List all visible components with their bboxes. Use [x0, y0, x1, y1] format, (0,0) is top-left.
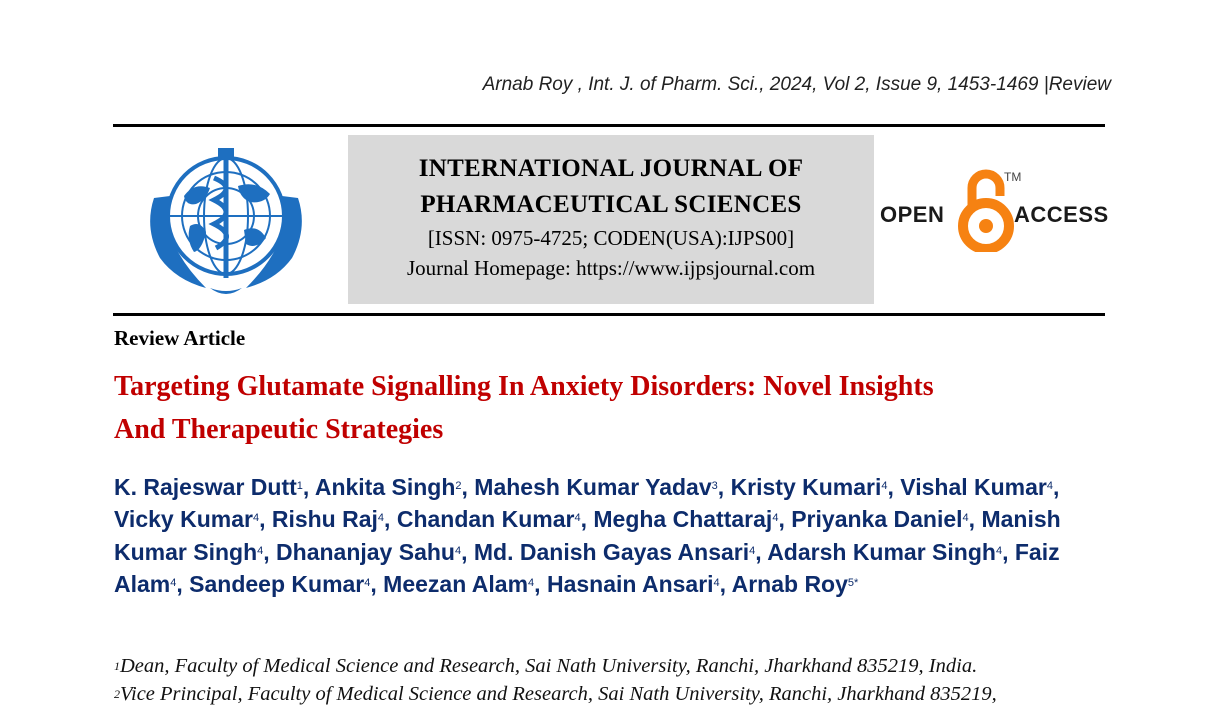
author-affiliation-mark: 4 — [528, 577, 535, 590]
author-affiliation-mark: 4 — [881, 480, 888, 492]
article-title-line1: Targeting Glutamate Signalling In Anxiety Disorders: Novel Insights — [114, 371, 934, 402]
author-name: Vishal Kumar — [900, 474, 1047, 500]
open-access-left-text: OPEN — [880, 202, 945, 227]
who-emblem-icon — [126, 138, 326, 304]
affiliation-line — [114, 680, 1114, 708]
article-title-line2: And Therapeutic Strategies — [114, 414, 444, 445]
author-name: Ankita Singh — [314, 474, 456, 500]
author-affiliation-mark: 4 — [772, 512, 779, 525]
author-name: Megha Chattaraj — [593, 506, 773, 533]
author-name: Vicky Kumar — [114, 506, 253, 533]
author-name: Sandeep Kumar — [189, 571, 365, 598]
author-affiliation-mark: 5* — [847, 577, 859, 590]
affiliation-line — [114, 652, 1114, 680]
author-name: Adarsh Kumar Singh — [767, 538, 996, 565]
trademark-mark: TM — [1004, 170, 1022, 184]
header-rule-bottom — [113, 313, 1105, 316]
author-name: Mahesh Kumar Yadav — [474, 474, 712, 500]
author-name: Rishu Raj — [271, 506, 378, 533]
article-type-label: Review Article — [114, 326, 246, 350]
author-affiliation-mark: 4 — [257, 544, 264, 557]
author-name: Hasnain Ansari — [546, 571, 714, 598]
author-name: Meezan Alam — [383, 571, 529, 598]
article-title — [114, 365, 1104, 451]
author-name: Dhananjay Sahu — [276, 538, 455, 565]
author-affiliation-mark: 4 — [1046, 480, 1054, 492]
author-affiliation-mark: 3 — [711, 480, 718, 492]
author-affiliation-mark: 4 — [749, 544, 756, 557]
author-name: Kristy Kumari — [730, 474, 882, 500]
journal-homepage: Journal Homepage: https://www.ijpsjournal.com — [406, 256, 816, 280]
author-name: Chandan Kumar — [396, 506, 575, 533]
author-list: K. Rajeswar Dutt$^1$, Ankita Singh$^2$, Mahesh Kumar Yadav$^3$, Kristy Kumari$^4$, Vishal Kumar$^4$, Vicky Kumar$^4$, Rishu Raj$^4$, Chandan Kumar$^4$, Megha Chattaraj$^4$, Priyanka Daniel$^4$, Manish Kumar Singh$^4$, Dhananjay Sahu$^4$, Md. Danish Gayas Ansari$^4$, Adarsh Kumar Singh$^4$, Faiz Alam$^4$, Sandeep Kumar$^4$, Meezan Alam$^4$, Hasnain Ansari$^4$, Arnab Roy$^{5*}$ — [114, 474, 1061, 598]
author-affiliation-mark: 4 — [252, 512, 260, 525]
affiliation-number: 2 — [114, 687, 120, 701]
running-head: Arnab Roy , Int. J. of Pharm. Sci., 2024, Vol 2, Issue 9, 1453-1469 |Review — [482, 74, 1111, 95]
author-affiliation-mark: 4 — [713, 577, 720, 590]
author-affiliation-mark: 4 — [995, 544, 1003, 557]
author-affiliation-mark: 4 — [962, 512, 969, 525]
journal-name-line2: PHARMACEUTICAL SCIENCES — [420, 191, 802, 218]
author-name: K. Rajeswar Dutt — [114, 474, 297, 500]
affiliation-number: 1 — [114, 659, 120, 673]
journal-issn: [ISSN: 0975-4725; CODEN(USA):IJPS00] — [427, 226, 795, 250]
author-affiliation-mark: 4 — [454, 544, 462, 557]
author-affiliation-mark: 4 — [574, 512, 581, 525]
author-name: Faiz Alam — [114, 538, 1060, 598]
author-affiliation-mark: 2 — [455, 480, 462, 492]
author-affiliation-mark: 4 — [364, 577, 371, 590]
journal-name-line1: INTERNATIONAL JOURNAL OF — [418, 155, 804, 182]
author-affiliation-mark: 4 — [377, 512, 385, 525]
author-name: Arnab Roy — [731, 571, 848, 598]
open-access-right-text: ACCESS — [1014, 202, 1109, 227]
author-name: Priyanka Daniel — [791, 506, 963, 533]
author-name: Manish Kumar Singh — [114, 506, 1061, 565]
journal-info-box — [348, 135, 874, 304]
author-name: Md. Danish Gayas Ansari — [473, 538, 750, 565]
affiliation-text: Vice Principal, Faculty of Medical Science and Research, Sai Nath University, Ranchi, Jharkhand 835219, — [120, 683, 997, 705]
author-affiliation-mark: 1 — [296, 480, 303, 492]
affiliation-list — [114, 652, 1114, 708]
open-access-logo — [880, 166, 1108, 252]
author-affiliation-mark: 4 — [170, 577, 177, 590]
affiliation-text: Dean, Faculty of Medical Science and Research, Sai Nath University, Ranchi, Jharkhand 835219, India. — [120, 655, 978, 677]
header-rule-top — [113, 124, 1105, 127]
